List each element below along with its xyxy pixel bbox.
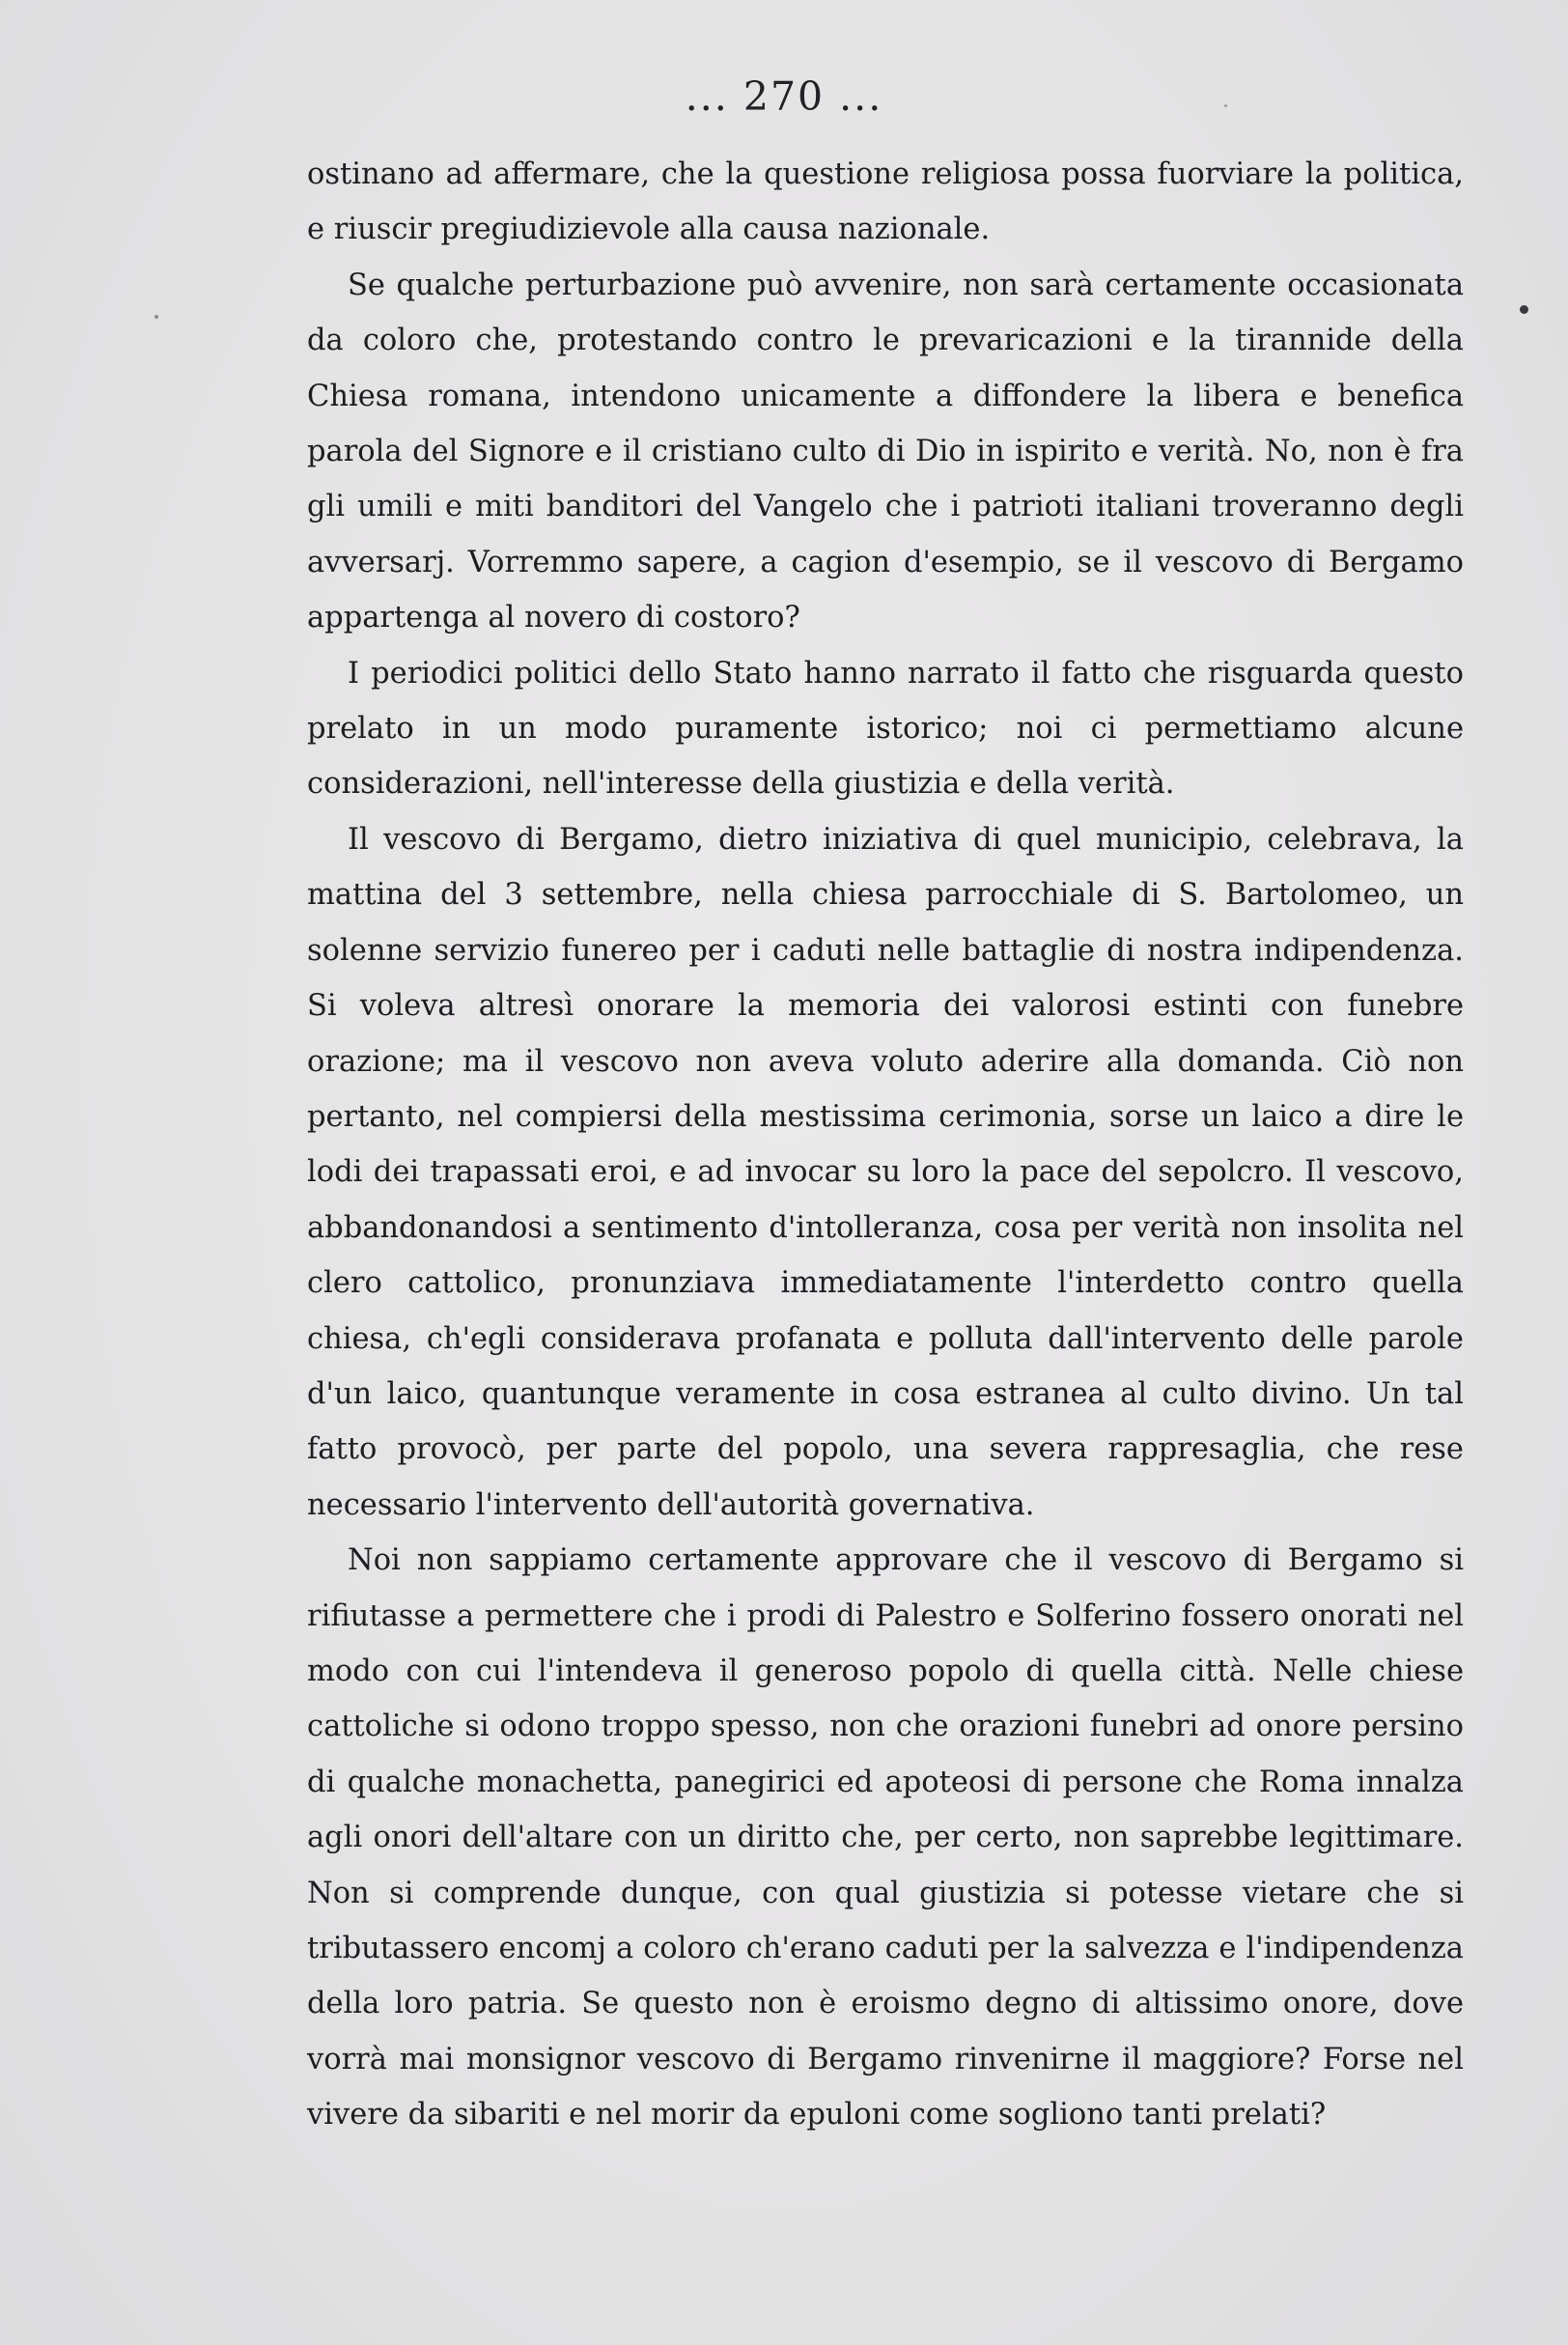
paragraph-continuation: ostinano ad affermare, che la questione religiosa possa fuorviare la politica, e riuscir pregiudizievole alla causa nazionale. xyxy=(307,157,1464,247)
body-text xyxy=(307,147,1464,2143)
page-number: ... 270 ... xyxy=(685,73,883,120)
paragraph: Il vescovo di Bergamo, dietro iniziativa di quel municipio, celebrava, la mattina del 3 settembre, nella chiesa parrocchiale di S. Bartolomeo, un solenne servizio funereo per i caduti nelle battaglie di nostra indipendenza. Si voleva altresì onorare la memoria dei valorosi estinti con funebre orazione; ma il vescovo non aveva voluto aderire alla domanda. Ciò non pertanto, nel compiersi della mestissima cerimonia, sorse un laico a dire le lodi dei trapassati eroi, e ad invocar su loro la pace del sepolcro. Il vescovo, abbandonandosi a sentimento d'intolleranza, cosa per verità non insolita nel clero cattolico, pronunziava immediatamente l'interdetto contro quella chiesa, ch'egli considerava profanata e polluta dall'intervento delle parole d'un laico, quantunque veramente in cosa estranea al culto divino. Un tal fatto provocò, per parte del popolo, una severa rappresaglia, che rese necessario l'intervento dell'autorità governativa. xyxy=(307,822,1464,1522)
paragraph: Se qualche perturbazione può avvenire, non sarà certamente occasionata da coloro che, protestando contro le prevaricazioni e la tirannide della Chiesa romana, intendono unicamente a diffondere la libera e benefica parola del Signore e il cristiano culto di Dio in ispirito e verità. No, non è fra gli umili e miti banditori del Vangelo che i patrioti italiani troveranno degli avversarj. Vorremmo sapere, a cagion d'esempio, se il vescovo di Bergamo appartenga al novero di costoro? xyxy=(307,268,1464,636)
ink-speck xyxy=(1224,104,1227,107)
paragraph: I periodici politici dello Stato hanno narrato il fatto che risguarda questo prelato in un modo puramente istorico; noi ci permettiamo alcune considerazioni, nell'interesse della giustizia e della verità. xyxy=(307,656,1464,802)
paragraph: Noi non sappiamo certamente approvare che il vescovo di Bergamo si rifiutasse a permettere che i prodi di Palestro e Solferino fossero onorati nel modo con cui l'intendeva il generoso popolo di quella città. Nelle chiese cattoliche si odono troppo spesso, non che orazioni funebri ad onore persino di qualche monachetta, panegirici ed apoteosi di persone che Roma innalza agli onori dell'altare con un diritto che, per certo, non saprebbe legittimare. Non si comprende dunque, con qual giustizia si potesse vietare che si tributassero encomj a coloro ch'erano caduti per la salvezza e l'indipendenza della loro patria. Se questo non è eroismo degno di altissimo onore, dove vorrà mai monsignor vescovo di Bergamo rinvenirne il maggiore? Forse nel vivere da sibariti e nel morir da epuloni come sogliono tanti prelati? xyxy=(307,1543,1464,2133)
ink-speck xyxy=(1520,305,1528,314)
ink-speck xyxy=(154,315,158,319)
